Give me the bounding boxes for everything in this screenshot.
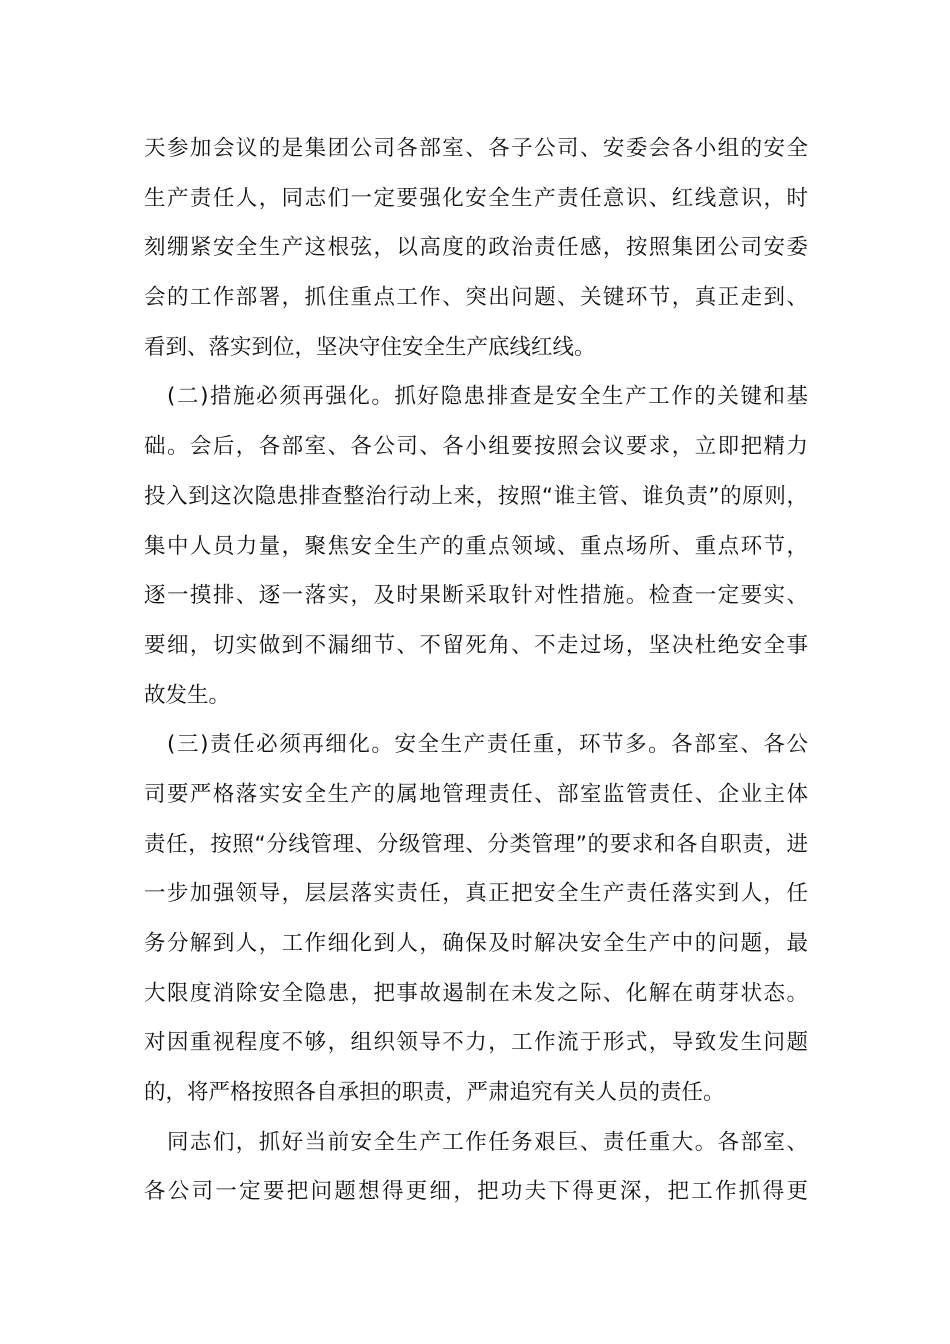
text-line: 刻绷紧安全生产这根弦，以高度的政治责任感，按照集团公司安委 — [144, 235, 808, 261]
text-line: 责任，按照“分线管理、分级管理、分类管理”的要求和各自职责，进 — [144, 831, 808, 857]
text-line: (二)措施必须再强化。抓好隐患排查是安全生产工作的关键和基 — [144, 384, 808, 410]
text-line: 生产责任人，同志们一定要强化安全生产责任意识、红线意识，时 — [144, 185, 808, 211]
text-line: 故发生。 — [144, 682, 231, 708]
text-line: 对因重视程度不够，组织领导不力，工作流于形式，导致发生问题 — [144, 1030, 808, 1056]
text-line: 的，将严格按照各自承担的职责，严肃追究有关人员的责任。 — [144, 1080, 725, 1106]
text-line: 要细，切实做到不漏细节、不留死角、不走过场，坚决杜绝安全事 — [144, 632, 808, 658]
text-line: 司要严格落实安全生产的属地管理责任、部室监管责任、企业主体 — [144, 781, 808, 807]
text-line: 础。会后，各部室、各公司、各小组要按照会议要求，立即把精力 — [144, 434, 808, 460]
text-line: 一步加强领导，层层落实责任，真正把安全生产责任落实到人，任 — [144, 881, 808, 907]
text-line: 集中人员力量，聚焦安全生产的重点领域、重点场所、重点环节， — [144, 533, 808, 559]
text-line: 逐一摸排、逐一落实，及时果断采取针对性措施。检查一定要实、 — [144, 583, 808, 609]
document-body-text — [144, 124, 808, 1217]
text-line: 大限度消除安全隐患，把事故遏制在未发之际、化解在萌芽状态。 — [144, 980, 808, 1006]
text-line: 看到、落实到位，坚决守住安全生产底线红线。 — [144, 334, 596, 360]
text-line: 会的工作部署，抓住重点工作、突出问题、关键环节，真正走到、 — [144, 285, 808, 311]
text-line: (三)责任必须再细化。安全生产责任重，环节多。各部室、各公 — [144, 732, 808, 758]
text-line: 同志们，抓好当前安全生产工作任务艰巨、责任重大。各部室、 — [144, 1129, 808, 1155]
text-line: 天参加会议的是集团公司各部室、各子公司、安委会各小组的安全 — [144, 136, 808, 161]
text-line: 务分解到人，工作细化到人，确保及时解决安全生产中的问题，最 — [144, 931, 808, 956]
text-line: 投入到这次隐患排查整治行动上来，按照“谁主管、谁负责”的原则， — [144, 483, 808, 509]
text-line: 各公司一定要把问题想得更细，把功夫下得更深，把工作抓得更 — [144, 1179, 808, 1205]
